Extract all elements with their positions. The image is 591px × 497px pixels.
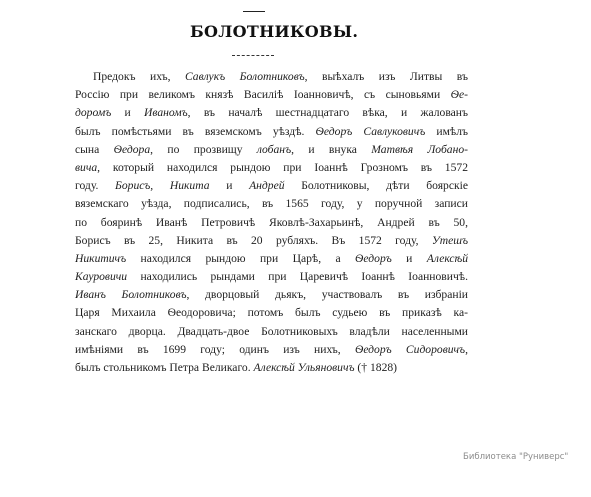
italic-name-span: лобанъ xyxy=(256,142,292,156)
text-span: имѣніями въ 1699 году; одинъ изъ нихъ, xyxy=(75,342,355,356)
text-span: занскаго дворца. Двадцать-двое Болотниковыхъ владѣли населенными xyxy=(75,324,468,338)
text-span: вяземскаго уѣзда, подписались, въ 1565 году, у поручной записи xyxy=(75,197,468,211)
italic-name-span: Кауровичи xyxy=(75,270,128,284)
text-line xyxy=(75,195,468,213)
italic-name-span: Алексѣй xyxy=(426,251,468,265)
top-ornament-rule xyxy=(243,11,265,12)
text-span: по бояринѣ Иванѣ Петровичѣ Яковлѣ-Захарьинѣ, Андрей въ 50, xyxy=(75,215,468,229)
library-watermark: Библиотека "Руниверс" xyxy=(463,452,569,462)
italic-name-span: Ѳедоръ xyxy=(355,251,392,265)
italic-name-span: Савлукъ Болотниковъ xyxy=(185,70,305,83)
text-span: , который находился рындою при Іоаннѣ Грозномъ въ 1572 xyxy=(97,160,468,174)
text-span: , въ началѣ шестнадцатаго вѣка, и жалованъ xyxy=(187,106,468,120)
text-span: сына xyxy=(75,142,114,156)
italic-name-span: Иванъ Болотниковъ xyxy=(75,288,187,302)
body-paragraph xyxy=(75,68,468,377)
text-line xyxy=(75,159,468,177)
italic-name-span: Алексѣй Ульяновичъ xyxy=(253,361,355,374)
text-line xyxy=(75,359,468,377)
text-span: году. xyxy=(75,179,116,193)
text-span: находился рындою при Царѣ, а xyxy=(126,251,356,265)
text-line xyxy=(75,141,468,159)
text-span: († 1828) xyxy=(354,361,398,374)
text-span: , выѣхалъ изъ Литвы въ xyxy=(304,70,468,83)
italic-name-span: Никитичъ xyxy=(75,251,127,265)
italic-name-span: вича xyxy=(75,160,98,174)
text-span: , и внука xyxy=(291,142,372,156)
text-line xyxy=(75,214,468,232)
text-line xyxy=(75,341,468,359)
text-line xyxy=(75,104,468,122)
italic-name-span: Иваномъ xyxy=(144,106,188,120)
italic-name-span: Матвѣя Лобанo- xyxy=(371,142,468,156)
text-span: былъ стольникомъ Петра Великаго. xyxy=(75,361,254,374)
italic-name-span: Утешъ xyxy=(431,233,468,247)
text-line xyxy=(75,250,468,268)
text-line xyxy=(75,304,468,322)
text-line xyxy=(75,268,468,286)
text-span: Борисъ въ 25, Никита въ 20 рубляхъ. Въ 1572 году, xyxy=(75,233,432,247)
title-underline-rule xyxy=(232,55,274,56)
text-span: Предокъ ихъ, xyxy=(93,70,185,83)
text-span: и xyxy=(209,179,250,193)
text-span: былъ помѣстьями въ вяземскомъ уѣздѣ. xyxy=(75,124,316,138)
text-line xyxy=(75,68,468,86)
page-title: БОЛОТНИКОВЫ. xyxy=(190,22,359,41)
text-span: и xyxy=(111,106,145,120)
text-span: , по прозвищу xyxy=(150,142,257,156)
text-span: , xyxy=(465,342,468,356)
text-line xyxy=(75,123,468,141)
text-line xyxy=(75,323,468,341)
italic-name-span: Ѳедора xyxy=(113,142,151,156)
text-line xyxy=(75,232,468,250)
text-span: Болотниковы, дѣти боярскіе xyxy=(284,179,468,193)
text-line xyxy=(75,86,468,104)
text-line xyxy=(75,177,468,195)
italic-name-span: Ѳе- xyxy=(450,88,468,102)
italic-name-span: Ѳедоръ Сидоровичъ xyxy=(354,342,466,356)
text-span: и xyxy=(391,251,427,265)
italic-name-span: доромъ xyxy=(75,106,112,120)
text-span: имѣлъ xyxy=(425,124,469,138)
italic-name-span: Андрей xyxy=(249,179,285,193)
text-span: , дворцовый дьякъ, участвовалъ въ избраніи xyxy=(186,288,468,302)
text-span: находились рындами при Царевичѣ Іоаннѣ Іоанновичѣ. xyxy=(127,270,468,284)
italic-name-span: Борисъ, Никита xyxy=(115,179,210,193)
italic-name-span: Ѳедоръ Савлуковичъ xyxy=(315,124,426,138)
text-span: Россію при великомъ князѣ Василіѣ Іоанновичѣ, съ сыновьями xyxy=(75,88,451,102)
text-line xyxy=(75,286,468,304)
text-span: Царя Михаила Ѳеодоровича; потомъ былъ судьею въ приказѣ ка- xyxy=(75,306,468,320)
